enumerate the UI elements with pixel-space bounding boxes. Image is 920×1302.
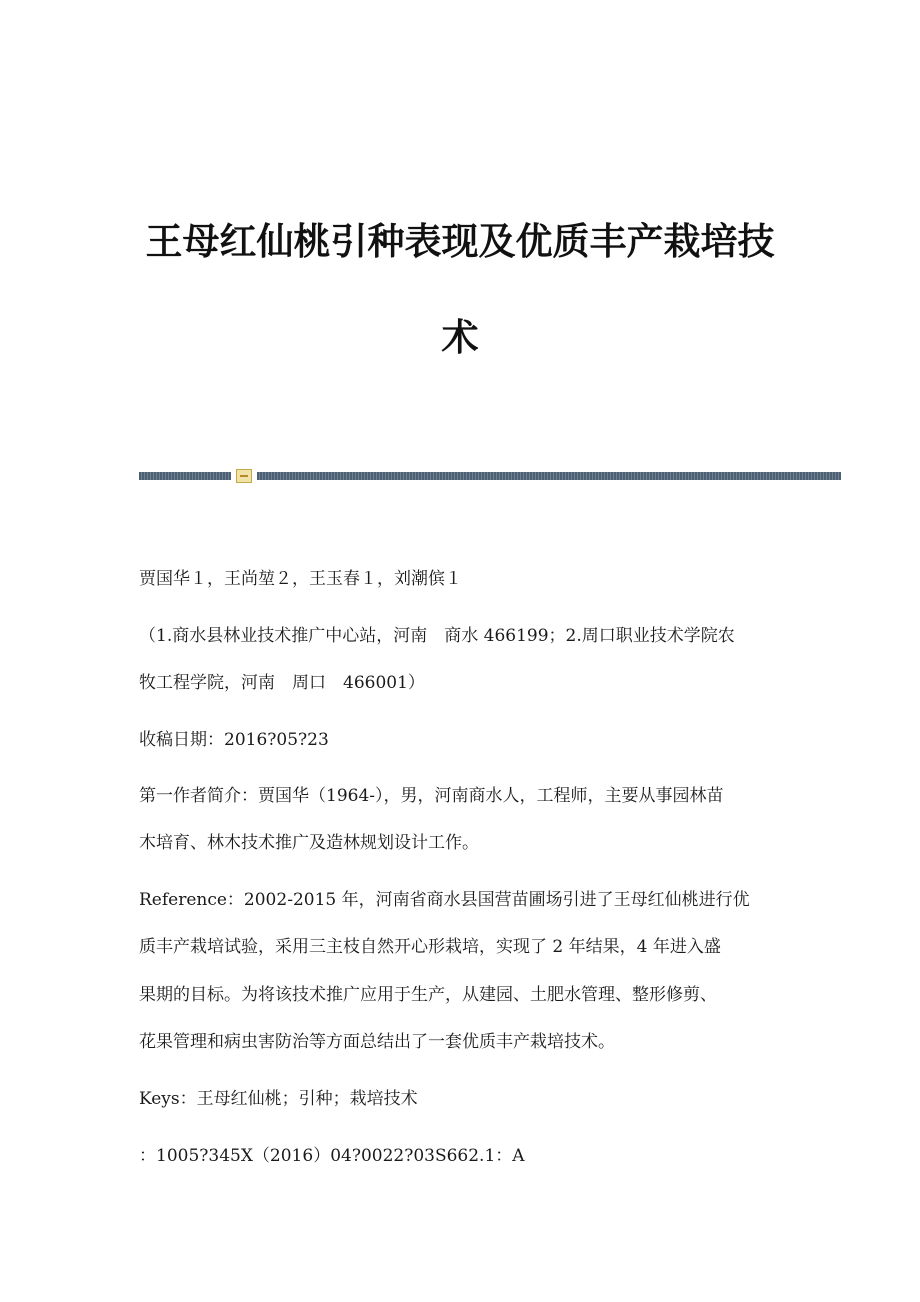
affiliation-line-1: （1.商水县林业技术推广中心站，河南 商水 466199；2.周口职业技术学院农 [139, 626, 735, 646]
author-list: 贾国华１，王尚堃２，王玉春１，刘潮傧１ [139, 569, 462, 589]
paper-title-line-1: 王母红仙桃引种表现及优质丰产栽培技 [145, 220, 775, 263]
author-bio-line-1: 第一作者简介：贾国华（1964-），男，河南商水人，工程师，主要从事园林苗 [139, 786, 724, 806]
divider-ornament-icon [236, 469, 252, 483]
author-bio-line-2: 木培育、林木技术推广及造林规划设计工作。 [139, 833, 479, 853]
paper-title-line-2: 术 [441, 316, 479, 359]
reference-line-4: 花果管理和病虫害防治等方面总结出了一套优质丰产栽培技术。 [139, 1032, 615, 1052]
title-divider [139, 469, 841, 483]
reference-line-1: Reference：2002-2015 年，河南省商水县国营苗圃场引进了王母红仙桃进行优 [139, 890, 750, 910]
keywords: Keys：王母红仙桃；引种；栽培技术 [139, 1089, 418, 1109]
reference-line-2: 质丰产栽培试验，采用三主枝自然开心形栽培，实现了 2 年结果，4 年进入盛 [139, 937, 721, 957]
reference-line-3: 果期的目标。为将该技术推广应用于生产，从建园、土肥水管理、整形修剪、 [139, 985, 717, 1005]
received-date: 收稿日期：2016?05?23 [139, 730, 329, 750]
divider-bar-right [257, 472, 841, 480]
divider-bar-left [139, 472, 231, 480]
classification-code: ：1005?345X（2016）04?0022?03S662.1：A [139, 1146, 525, 1166]
affiliation-line-2: 牧工程学院，河南 周口 466001） [139, 673, 425, 693]
